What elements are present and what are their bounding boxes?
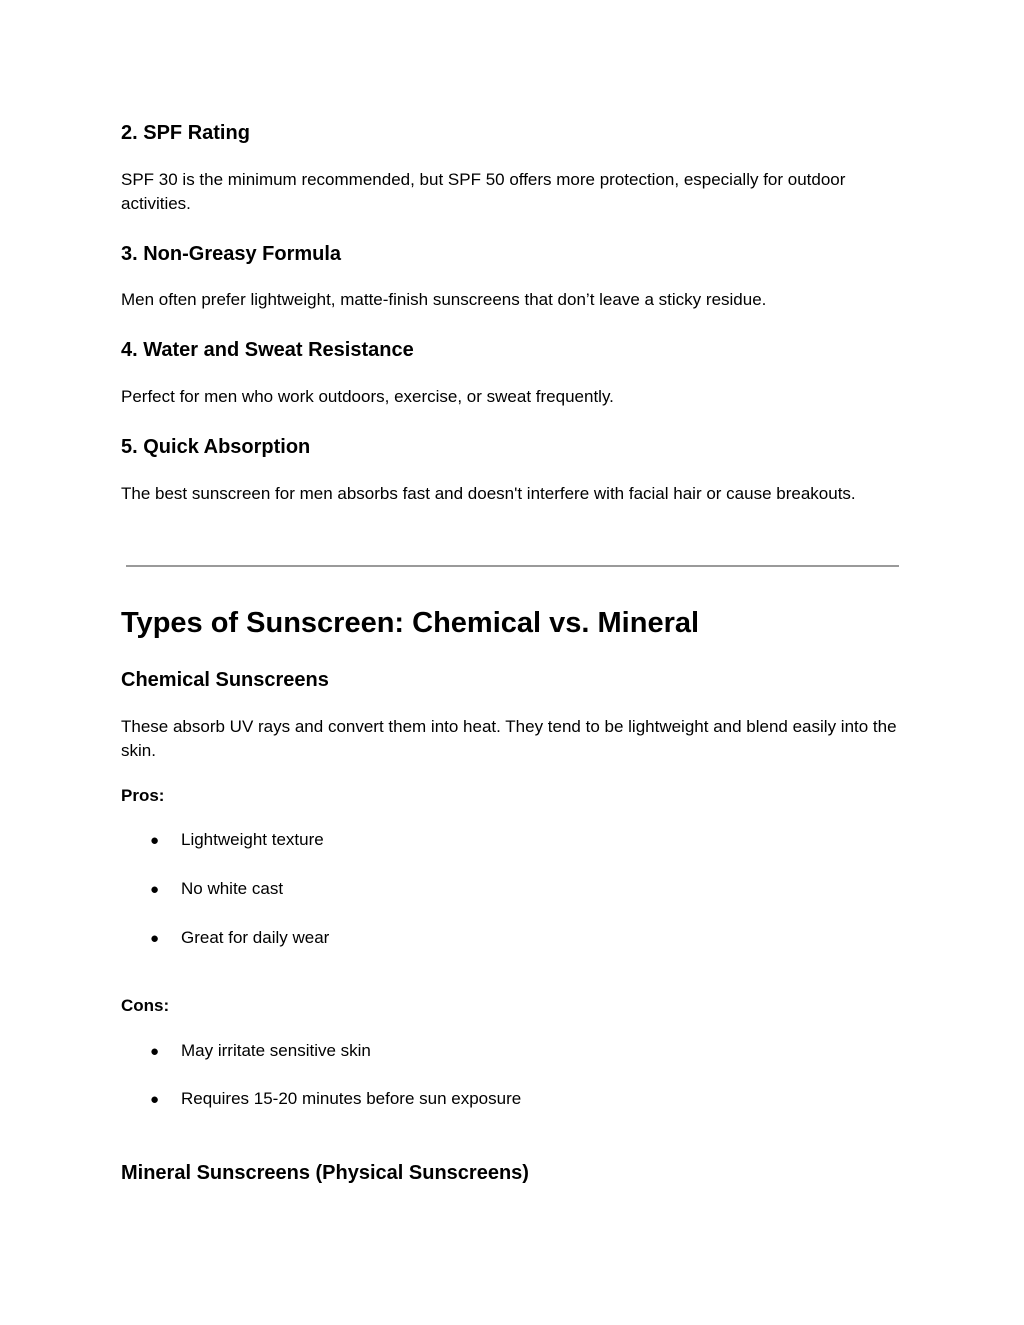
list-item — [150, 877, 283, 902]
paragraph-non-greasy: Men often prefer lightweight, matte-finish sunscreens that don’t leave a sticky residue. — [121, 290, 767, 309]
pros-label: Pros: — [121, 786, 165, 805]
paragraph-water-resistance: Perfect for men who work outdoors, exercise, or sweat frequently. — [121, 387, 614, 406]
list-item — [150, 828, 324, 853]
bullet-icon: ● — [150, 832, 160, 849]
section-heading-spf-rating: 2. SPF Rating — [121, 122, 250, 144]
bullet-icon: ● — [150, 1091, 160, 1108]
section-heading-mineral: Mineral Sunscreens (Physical Sunscreens) — [121, 1162, 529, 1184]
list-item — [150, 1087, 521, 1112]
bullet-icon: ● — [150, 1043, 160, 1060]
paragraph-quick-absorption: The best sunscreen for men absorbs fast and doesn't interfere with facial hair or cause breakouts. — [121, 484, 856, 503]
horizontal-divider — [126, 565, 899, 567]
section-heading-quick-absorption: 5. Quick Absorption — [121, 436, 311, 458]
section-heading-water-resistance: 4. Water and Sweat Resistance — [121, 339, 414, 361]
list-item — [150, 1039, 371, 1064]
list-item-text: No white cast — [181, 879, 284, 898]
paragraph-chemical: These absorb UV rays and convert them into heat. They tend to be lightweight and blend easily into the skin. — [121, 717, 897, 760]
list-item-text: May irritate sensitive skin — [181, 1041, 371, 1060]
list-item-text: Great for daily wear — [181, 928, 330, 947]
section-heading-chemical: Chemical Sunscreens — [121, 669, 329, 691]
list-item-text: Lightweight texture — [181, 830, 324, 849]
cons-label: Cons: — [121, 996, 170, 1015]
section-heading-non-greasy: 3. Non-Greasy Formula — [121, 243, 342, 265]
bullet-icon: ● — [150, 930, 160, 947]
list-item — [150, 926, 329, 951]
paragraph-spf-rating: SPF 30 is the minimum recommended, but SPF 50 offers more protection, especially for outdoor activities. — [121, 170, 846, 213]
bullet-icon: ● — [150, 881, 160, 898]
page-title: Types of Sunscreen: Chemical vs. Mineral — [121, 607, 700, 639]
list-item-text: Requires 15-20 minutes before sun exposure — [181, 1089, 522, 1108]
